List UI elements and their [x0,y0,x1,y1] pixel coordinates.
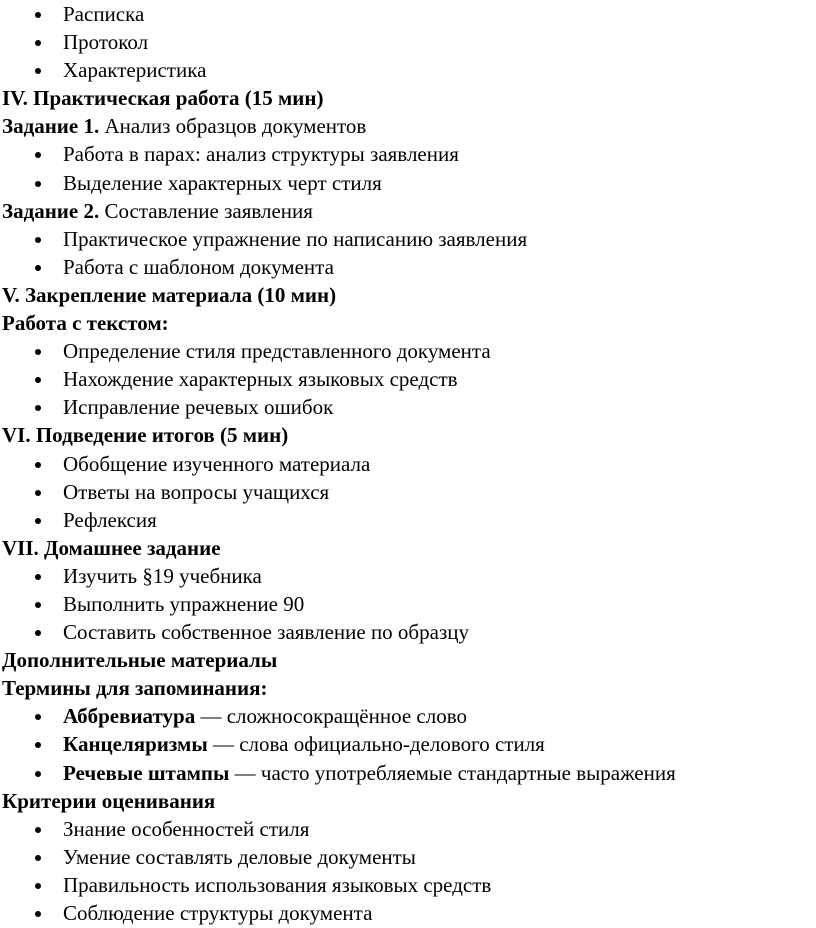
section-heading [0,84,816,112]
bullet-icon [35,12,41,18]
list-item [0,843,816,871]
list-item [0,702,816,730]
line-text: Выделение характерных черт стиля [63,170,382,195]
line-text: Выполнить упражнение 90 [63,591,305,616]
bullet-icon [35,518,41,524]
list-item [0,590,816,618]
task-paragraph [0,112,816,140]
bullet-icon [35,827,41,833]
section-heading [0,646,816,674]
line-text: Соблюдение структуры документа [63,901,373,925]
bullet-icon [35,265,41,271]
list-item [0,759,816,787]
list-item [0,393,816,421]
line-text: IV. Практическая работа (15 мин) [2,86,324,111]
list-item [0,899,816,927]
list-item [0,56,816,84]
bullet-icon [35,911,41,917]
list-item [0,871,816,899]
line-text: Расписка [63,2,145,26]
section-heading [0,787,816,815]
bullet-icon [35,855,41,861]
line-text: Ответы на вопросы учащихся [63,479,330,504]
bold-term: Канцеляризмы [63,732,208,757]
list-item [0,0,816,28]
bullet-icon [35,883,41,889]
line-text: V. Закрепление материала (10 мин) [2,282,337,307]
task-paragraph [0,197,816,225]
bullet-icon [35,742,41,748]
bullet-icon [35,490,41,496]
list-item [0,618,816,646]
line-text: Критерии оценивания [2,788,216,813]
line-text: Анализ образцов документов [99,114,367,139]
line-text: Работа с текстом: [2,311,169,336]
list-item [0,337,816,365]
bullet-icon [35,462,41,468]
list-item [0,730,816,758]
line-text: Исправление речевых ошибок [63,395,334,420]
list-item [0,815,816,843]
list-item [0,253,816,281]
bullet-icon [35,405,41,411]
line-text: Дополнительные материалы [2,648,278,673]
section-heading [0,534,816,562]
bullet-icon [35,181,41,187]
line-text: Знание особенностей стиля [63,816,310,841]
line-text: Практическое упражнение по написанию заявления [63,226,528,251]
line-text: — сложносокращённое слово [195,704,467,729]
bullet-icon [35,574,41,580]
bold-term: Задание 2. [2,198,100,223]
list-item [0,506,816,534]
list-item [0,28,816,56]
section-heading [0,309,816,337]
line-text: Умение составлять деловые документы [63,844,416,869]
list-item [0,365,816,393]
bullet-icon [35,771,41,777]
bold-term: Задание 1. [2,114,100,139]
list-item [0,478,816,506]
bullet-icon [35,602,41,608]
line-text: — слова официально-делового стиля [207,732,545,757]
section-heading [0,281,816,309]
list-item [0,169,816,197]
bullet-icon [35,377,41,383]
bullet-icon [35,68,41,74]
list-item [0,225,816,253]
line-text: Протокол [63,30,149,55]
bullet-icon [35,40,41,46]
line-text: Характеристика [63,58,207,83]
line-text: Правильность использования языковых средств [63,872,492,897]
line-text: Рефлексия [63,507,157,532]
line-text: Составление заявления [99,198,313,223]
section-heading [0,421,816,449]
bullet-icon [35,714,41,720]
line-text: Работа с шаблоном документа [63,254,334,279]
list-item [0,450,816,478]
bullet-icon [35,630,41,636]
line-text: Составить собственное заявление по образцу [63,620,469,645]
list-item [0,140,816,168]
line-text: Изучить §19 учебника [63,563,262,588]
line-text: Термины для запоминания: [2,676,268,701]
list-item [0,562,816,590]
line-text: — часто употребляемые стандартные выражения [229,760,676,785]
bold-term: Аббревиатура [63,704,196,729]
bullet-icon [35,237,41,243]
line-text: Обобщение изученного материала [63,451,371,476]
bullet-icon [35,349,41,355]
line-text: VII. Домашнее задание [2,535,221,560]
line-text: Работа в парах: анализ структуры заявления [63,142,459,167]
section-heading [0,674,816,702]
bullet-icon [35,152,41,158]
line-text: VI. Подведение итогов (5 мин) [2,423,289,448]
line-text: Нахождение характерных языковых средств [63,367,458,392]
line-text: Определение стиля представленного документа [63,339,491,364]
bold-term: Речевые штампы [63,760,230,785]
